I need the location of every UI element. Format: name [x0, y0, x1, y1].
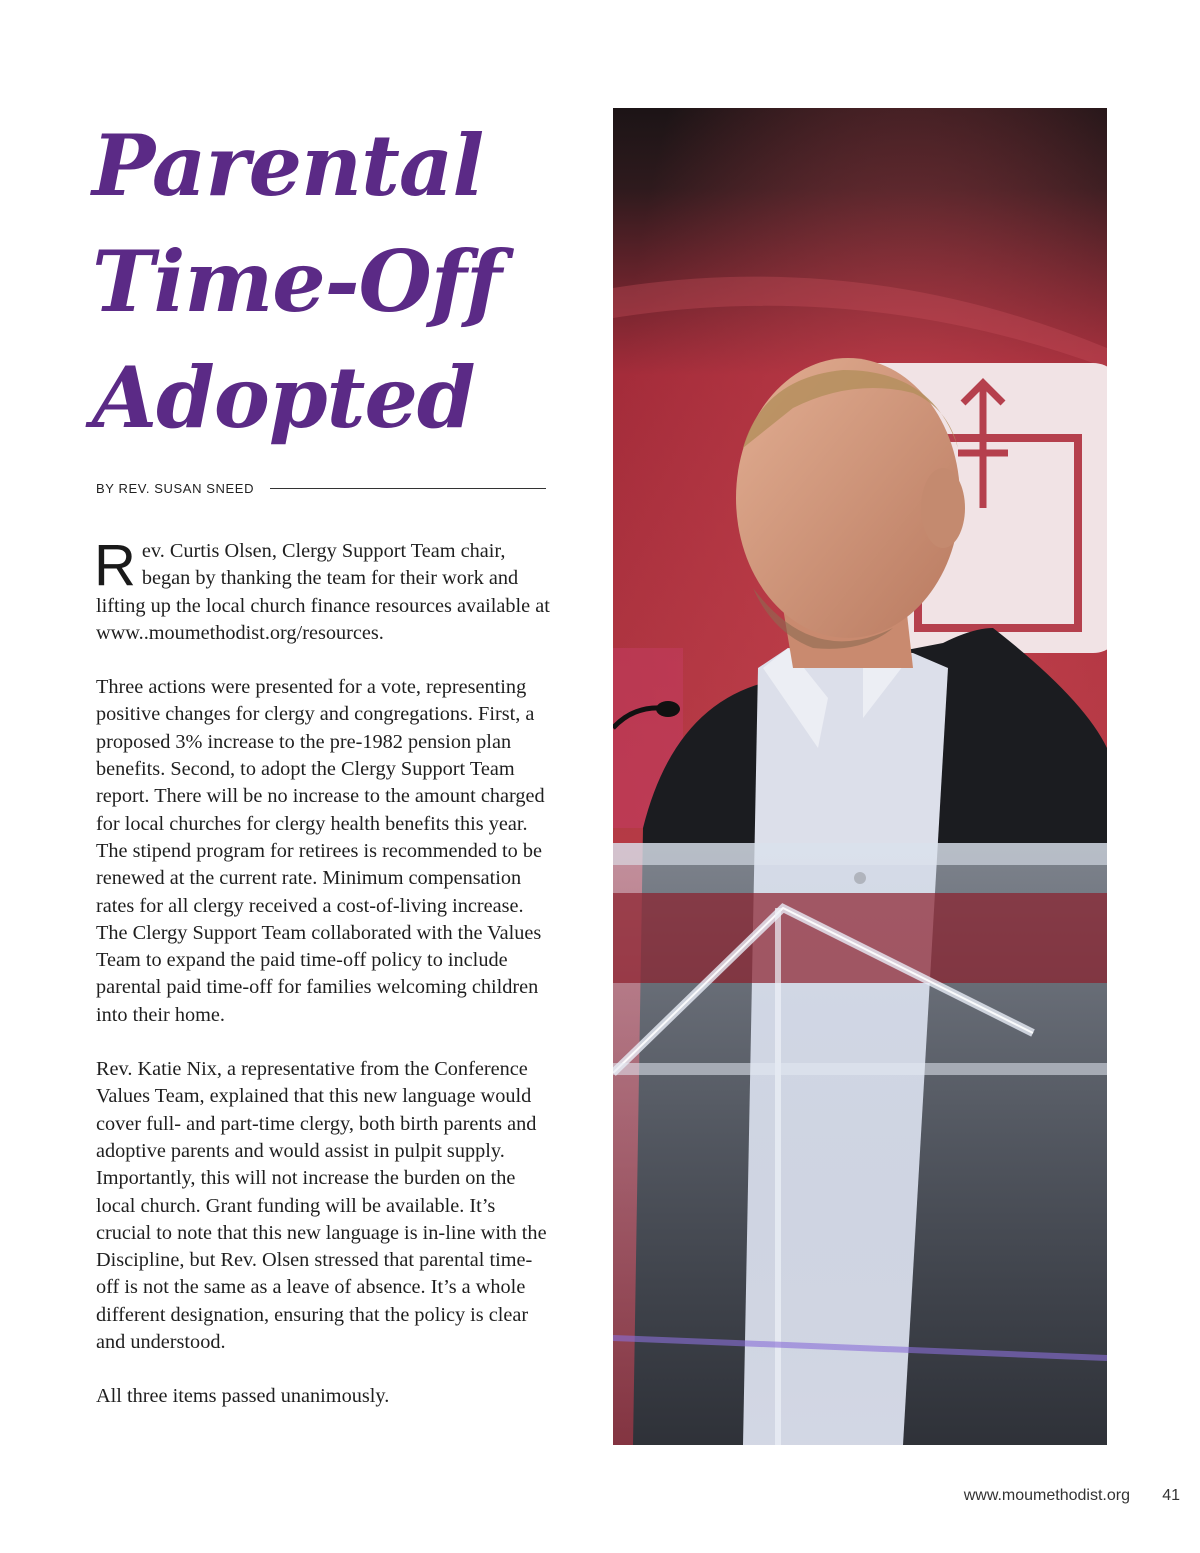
byline: [96, 478, 546, 498]
page-number: 41: [1162, 1487, 1180, 1504]
title-line-2: Time-Off: [92, 232, 502, 331]
paragraph-4: All three items passed unanimously.: [96, 1385, 390, 1408]
paragraph-1-text: ev. Curtis Olsen, Clergy Support Team chair, began by thanking the team for their work and lifting up the local church finance resources available at www..moumethodist.org/resources.: [96, 540, 550, 644]
article-title: [92, 108, 512, 456]
article-body: [94, 533, 551, 1438]
title-line-1: Parental: [92, 116, 484, 215]
footer-url: www.moumethodist.org: [963, 1487, 1130, 1504]
byline-rule: [270, 488, 546, 489]
speaker-photo: [613, 108, 1107, 1445]
paragraph-3: Rev. Katie Nix, a representative from the Conference Values Team, explained that this new language would cover full- and part-time clergy, both birth parents and adoptive parents and would assist in pulpit supply. Importantly, this will not increase the burden on the local church. Grant funding will be available. It’s crucial to note that this new language is in-line with the Discipline, but Rev. Olsen stressed that parental time-off is not the same as a leave of absence. It’s a whole different designation, ensuring that the policy is clear and understood.: [96, 1058, 547, 1354]
byline-text: BY REV. SUSAN SNEED: [96, 480, 255, 496]
drop-cap: R: [94, 533, 136, 598]
title-line-3: Adopted: [92, 348, 475, 447]
paragraph-1: [94, 533, 551, 647]
paragraph-2: Three actions were presented for a vote, representing positive changes for clergy and congregations. First, a proposed 3% increase to the pre-1982 pension plan benefits. Second, to adopt the Clergy Support Team report. There will be no increase to the amount charged for local churches for clergy health benefits this year. The stipend program for retirees is recommended to be renewed at the current rate. Minimum compensation rates for all clergy received a cost-of-living increase. The Clergy Support Team collaborated with the Values Team to expand the paid time-off policy to include parental paid time-off for families welcoming children into their home.: [96, 676, 545, 1026]
speaker-photo-illustration: [613, 108, 1107, 1445]
